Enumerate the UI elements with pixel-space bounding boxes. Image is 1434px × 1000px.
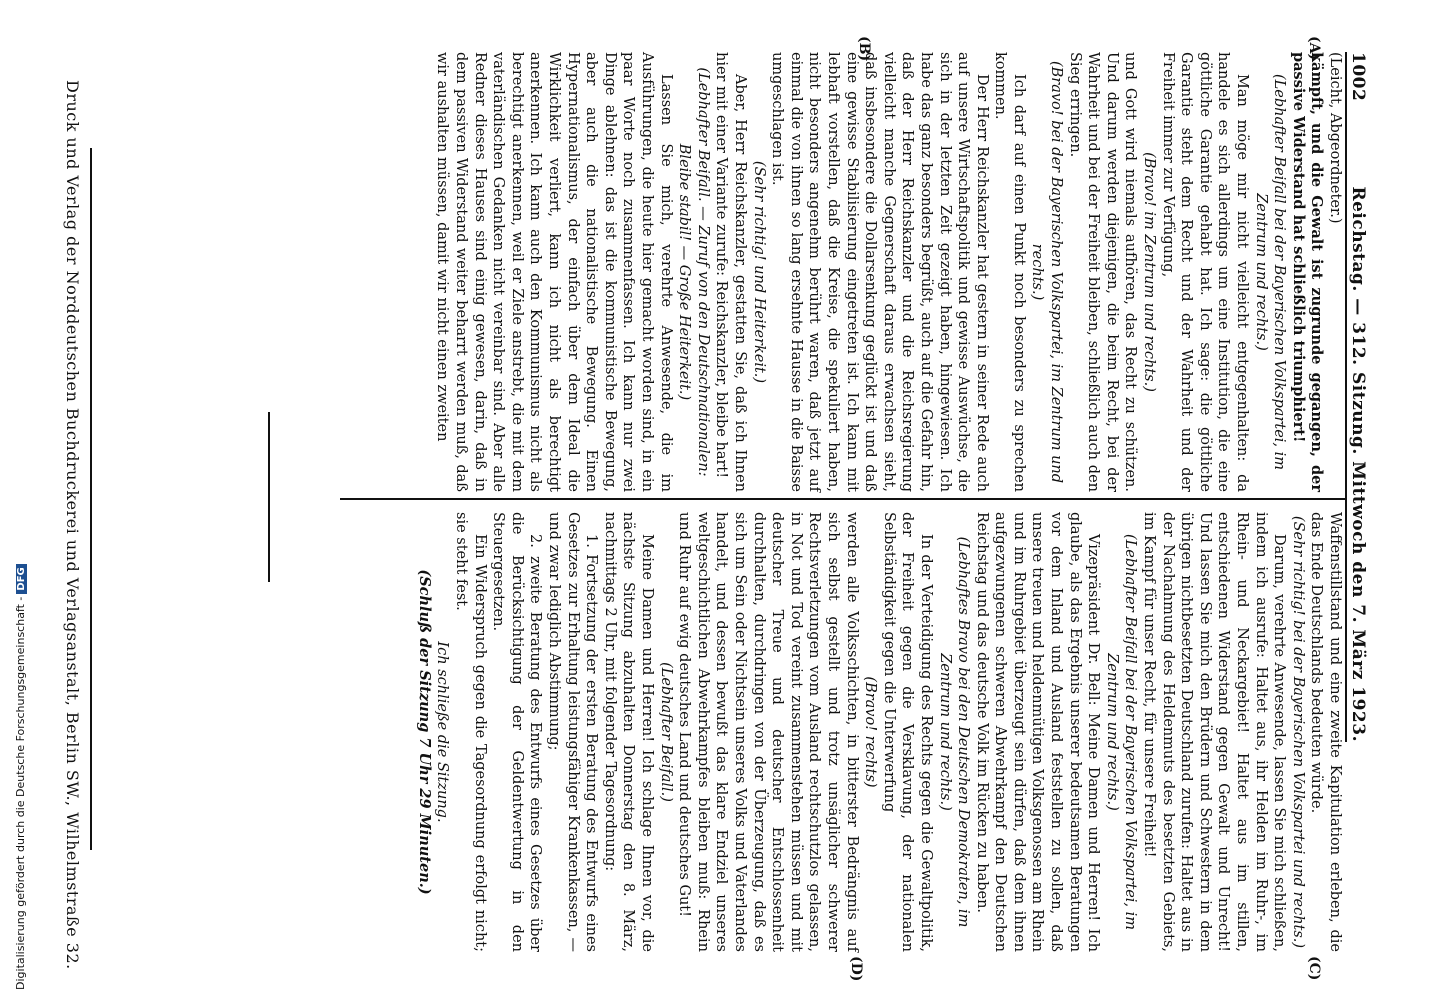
interjection: (Lebhafter Beifall bei der Bayerischen Volkspartei, im Zentrum und rechts.) xyxy=(1103,533,1139,931)
page-number: 1002 xyxy=(1348,52,1368,102)
digitization-note xyxy=(14,564,27,990)
interjection: (Bravo! rechts) xyxy=(862,676,879,788)
interjection: (Sehr richtig! bei der Bayerischen Volkspartei und rechts.) xyxy=(1289,515,1306,949)
session-close-note: (Schluß der Sitzung 7 Uhr 29 Minuten.) xyxy=(415,569,433,895)
paragraph: Darum, verehrte Anwesende, lassen Sie mich schließen, indem ich ausrufe: Haltet aus, ihr Helden im Ruhr-, im Rhein- und Neckargebiet! Haltet aus im stillen, entschiedenen Widerstand gegen Gewalt und Unrecht! Und lassen Sie mich den Brüdern und Schwestern in dem übrigen nichtbesetzten Deutschland zurufen: Haltet aus in der Nachahmung des Heldenmuts des besetzten Gebiets, im Kampf für unser Recht, für unsere Freiheit! xyxy=(1141,512,1288,952)
imprint-line: Druck und Verlag der Norddeutschen Buchdruckerei und Verlagsanstalt, Berlin SW., Wilhelmstraße 32. xyxy=(63,80,82,970)
column-divider xyxy=(340,498,1345,500)
dfg-logo-icon: DFG xyxy=(16,564,27,593)
paragraph: Waffenstillstand und eine zweite Kapitulation erleben, die das Ende Deutschlands bedeuten würde. xyxy=(1308,512,1343,952)
paragraph: Ein Widerspruch gegen die Tagesordnung erfolgt nicht; sie steht fest. xyxy=(453,512,488,952)
paragraph: Der Herr Reichskanzler hat gestern in seiner Rede auch auf unsere Wirtschaftspolitik und gewisse Auswüchse, die sich in der letzten Zeit gezeigt haben, hingewiesen. Ich habe das ganz besonders begrüßt, auch auf die Gefahr hin, daß der Herr Reichskanzler und die Reichsregierung vielleicht manche Gegnerschaft daraus erwachsen sieht, daß insbesondere die Dollarsenkung geglückt ist und daß eine gewisse Stabilisierung eingetreten ist. Ich kann mit lebhaft vorstellen, daß die Kreise, die spekuliert haben, nicht besonders angenehm berührt waren, daß jetzt auf einmal die von ihnen so lang ersehnte Hausse in die Baisse umgeschlagen ist. xyxy=(769,52,990,492)
left-column xyxy=(433,52,1344,492)
header-rule xyxy=(1345,52,1347,742)
digitization-text: Digitalisierung gefördert durch die Deutsche Forschungsgemeinschaft - xyxy=(14,596,27,990)
agenda-item: 1. Fortsetzung der ersten Beratung des Entwurfs eines Gesetzes zur Erhaltung leistungsfähiger Krankenkassen, — und zwar lediglich Abstimmung; xyxy=(546,512,600,952)
interjection: (Sehr richtig! und Heiterkeit.) xyxy=(750,160,767,384)
paragraph: Aber, Herr Reichskanzler, gestatten Sie, daß ich Ihnen hier mit einer Variante zurufe: Reichskanzler, bleibe hart! xyxy=(713,52,748,492)
paragraph: In der Verteidigung des Rechts gegen die Gewaltpolitik, der Freiheit gegen die Versklavung, der nationalen Selbständigkeit gegen die Unterwerfung xyxy=(880,512,934,952)
right-column xyxy=(414,512,1344,952)
interjection: (Lebhafter Beifall.) xyxy=(657,662,674,802)
paragraph: Ich schließe die Sitzung. xyxy=(434,641,451,823)
margin-marker-b: (B) xyxy=(856,36,872,62)
paragraph: Man möge mir nicht vielleicht entgegenhalten: da handele es sich allerdings um eine Institution, die eine göttliche Garantie gehabt hat. Ich sage: die göttliche Garantie steht dem Recht und der Wahrheit und der Freiheit immer zur Verfügung, xyxy=(1159,52,1251,492)
paragraph: werden alle Volksschichten, in bitterster Bedrängnis auf sich selbst gestellt und trotz unsäglicher schwerer Rechtsverletzungen vom Ausland rechtschutzlos gelassen, in Not und Tod vereint zusammenstehen müssen und mit deutscher Treue und deutscher Entschlossenheit durchhalten, durchdringen von der Überzeugung, daß es sich um Sein oder Nichtsein unseres Volks und Vaterlandes handelt, und dessen bewußt das klare Endziel unseres weltgeschichtlichen Abwehrkampfes bleiben muß: Rhein und Ruhr auf ewig deutsches Land und deutsches Gut! xyxy=(676,512,860,952)
interjection: (Lebhafter Beifall. — Zuruf von den Deutschnationalen: Bleibe stabil! — Große Heiterkeit.) xyxy=(676,67,711,477)
margin-marker-d: (D) xyxy=(848,956,864,982)
interjection: (Bravo! bei der Bayerischen Volkspartei, im Zentrum und rechts.) xyxy=(1029,60,1065,484)
agenda-item: 2. zweite Beratung des Entwurfs eines Gesetzes über die Berücksichtigung der Geldentwertung in den Steuergesetzen. xyxy=(490,512,544,952)
page-title: Reichstag. — 312. Sitzung. Mittwoch den 7. März 1923. xyxy=(1348,186,1368,742)
paragraph: Meine Damen und Herren! Ich schlage Ihnen vor, die nächste Sitzung abzuhalten Donnerstag den 8. März, nachmittags 2 Uhr, mit folgender Tagesordnung: xyxy=(601,512,656,952)
interjection: (Lebhaftes Bravo bei den Deutschen Demokraten, im Zentrum und rechts.) xyxy=(936,536,972,928)
margin-marker-c: (C) xyxy=(1306,956,1322,981)
interjection: (Lebhafter Beifall bei der Bayerischen Volkspartei, im Zentrum und rechts.) xyxy=(1252,73,1288,471)
paragraph: Vizepräsident Dr. Bell: Meine Damen und Herren! Ich glaube, als das Ergebnis unserer bedeutsamen Beratungen vor dem Inland und Ausland feststellen zu sollen, daß unsere treuen und heldenmütigen Volksgenossen am Rhein und im Ruhrgebiet überzeugt sein dürfen, daß dem ihnen aufgezwungenen schweren Abwehrkampf den Deutschen Reichstag und das deutsche Volk im Rücken zu haben. xyxy=(973,512,1102,952)
paragraph: kämpft, und die Gewalt ist zugrunde gegangen, der passive Widerstand hat schließlich triumphiert! xyxy=(1289,52,1326,492)
short-rule xyxy=(268,412,270,582)
paragraph: (Leicht, Abgeordneter.) xyxy=(1327,52,1343,224)
paragraph: und Gott wird niemals aufhören, das Recht zu schützen. Und darum werden diejenigen, die beim Recht, bei der Wahrheit und bei der Freiheit bleiben, schließlich auch den Sieg erringen. xyxy=(1066,52,1139,492)
footer-rule xyxy=(90,148,92,850)
margin-marker-a: (A) xyxy=(1306,36,1322,61)
paragraph: Ich darf auf einen Punkt noch besonders zu sprechen kommen. xyxy=(992,52,1027,492)
paragraph: Lassen Sie mich, verehrte Anwesende, die im Ausführungen, die heute hier gemacht worden sind, in ein paar Worte noch zusammenfassen. Ich kann nur zwei Dinge ablehnen: das ist die kommunistische Bewegung, aber auch die nationalistische Bewegung. Einen Hypernationalismus, der einfach über dem Ideal die Wirklichkeit verliert, kann ich nicht als berechtigt anerkennen. Ich kann auch den Kommunismus nicht als berechtigt anerkennen, weil er Ziele anstrebt, die mit dem vaterländischen Gedanken nicht vereinbar sind. Aber alle Redner dieses Hauses sind einig gewesen, darin, daß in dem passiven Widerstand weiter beharrt werden muß, daß wir aushalten müssen, damit wir nicht einen zweiten xyxy=(434,52,674,492)
interjection: (Bravo! im Zentrum und rechts.) xyxy=(1141,152,1158,392)
page-header xyxy=(1348,52,1368,742)
